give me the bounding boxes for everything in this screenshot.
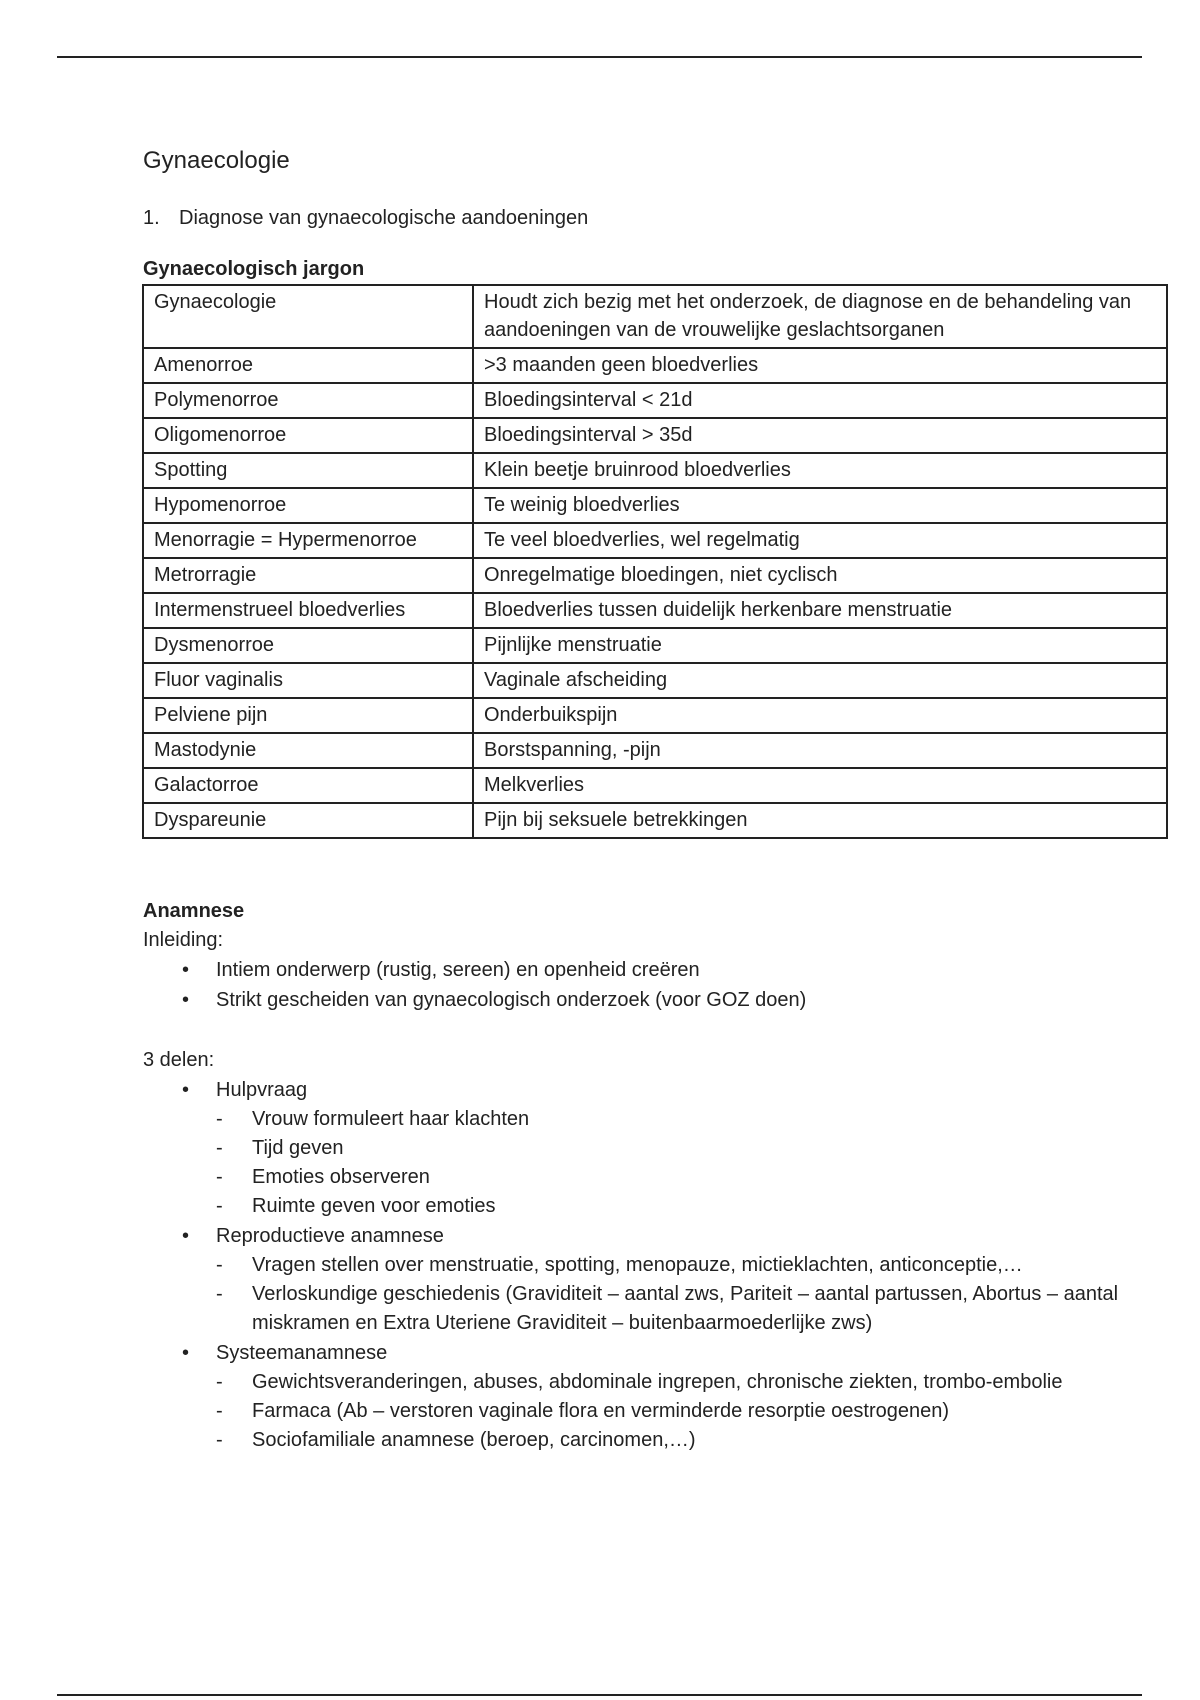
sub-list-item-text: Vrouw formuleert haar klachten bbox=[252, 1108, 530, 1130]
footer-rule bbox=[57, 1694, 1142, 1696]
definition-cell: Onregelmatige bloedingen, niet cyclisch bbox=[473, 558, 1167, 593]
sub-list bbox=[216, 1105, 1143, 1221]
sub-list-item-text: Farmaca (Ab – verstoren vaginale flora en verminderde resorptie oestrogenen) bbox=[252, 1400, 950, 1422]
document-title: Gynaecologie bbox=[143, 147, 290, 174]
part-label: Reproductieve anamnese bbox=[216, 1225, 444, 1247]
term-cell: Mastodynie bbox=[143, 733, 473, 768]
definition-cell: >3 maanden geen bloedverlies bbox=[473, 348, 1167, 383]
definition-cell: Bloedverlies tussen duidelijk herkenbare menstruatie bbox=[473, 593, 1167, 628]
table-row bbox=[143, 348, 1167, 383]
definition-cell: Bloedingsinterval < 21d bbox=[473, 383, 1167, 418]
sub-list-item bbox=[216, 1368, 1143, 1397]
term-cell: Fluor vaginalis bbox=[143, 663, 473, 698]
table-row bbox=[143, 418, 1167, 453]
intro-list bbox=[143, 955, 1143, 1015]
dash-icon: - bbox=[216, 1371, 223, 1393]
term-cell: Galactorroe bbox=[143, 768, 473, 803]
table-row bbox=[143, 285, 1167, 348]
table-row bbox=[143, 768, 1167, 803]
bullet-icon: • bbox=[182, 959, 190, 981]
sub-list-item bbox=[216, 1105, 1143, 1134]
term-cell: Menorragie = Hypermenorroe bbox=[143, 523, 473, 558]
sub-list-item bbox=[216, 1426, 1143, 1455]
document-body bbox=[143, 143, 1143, 1455]
sub-list-item-text: Tijd geven bbox=[252, 1137, 344, 1159]
parts-label: 3 delen: bbox=[143, 1049, 215, 1071]
definition-cell: Onderbuikspijn bbox=[473, 698, 1167, 733]
sub-list-item bbox=[216, 1192, 1143, 1221]
table-row bbox=[143, 733, 1167, 768]
table-row bbox=[143, 488, 1167, 523]
list-item bbox=[143, 985, 1143, 1015]
term-cell: Dysmenorroe bbox=[143, 628, 473, 663]
sub-list-item bbox=[216, 1397, 1143, 1426]
term-cell: Dyspareunie bbox=[143, 803, 473, 838]
section-title: Diagnose van gynaecologische aandoeningen bbox=[179, 207, 589, 229]
intro-label: Inleiding: bbox=[143, 929, 224, 951]
definition-cell: Bloedingsinterval > 35d bbox=[473, 418, 1167, 453]
list-item-text: Intiem onderwerp (rustig, sereen) en openheid creëren bbox=[216, 959, 700, 981]
table-row bbox=[143, 523, 1167, 558]
table-row bbox=[143, 558, 1167, 593]
part-label: Systeemanamnese bbox=[216, 1342, 388, 1364]
dash-icon: - bbox=[216, 1429, 223, 1451]
bullet-icon: • bbox=[182, 1342, 190, 1364]
dash-icon: - bbox=[216, 1108, 223, 1130]
definition-cell: Te veel bloedverlies, wel regelmatig bbox=[473, 523, 1167, 558]
table-row bbox=[143, 663, 1167, 698]
dash-icon: - bbox=[216, 1400, 223, 1422]
term-cell: Hypomenorroe bbox=[143, 488, 473, 523]
sub-list-item bbox=[216, 1280, 1143, 1338]
term-cell: Gynaecologie bbox=[143, 285, 473, 348]
definition-cell: Houdt zich bezig met het onderzoek, de diagnose en de behandeling van aandoeningen van de vrouwelijke geslachtsorganen bbox=[473, 285, 1167, 348]
term-cell: Oligomenorroe bbox=[143, 418, 473, 453]
part-label: Hulpvraag bbox=[216, 1079, 308, 1101]
sub-list-item bbox=[216, 1134, 1143, 1163]
definition-cell: Te weinig bloedverlies bbox=[473, 488, 1167, 523]
term-cell: Intermenstrueel bloedverlies bbox=[143, 593, 473, 628]
dash-icon: - bbox=[216, 1195, 223, 1217]
dash-icon: - bbox=[216, 1283, 223, 1305]
sub-list-item-text: Emoties observeren bbox=[252, 1166, 430, 1188]
sub-list bbox=[216, 1251, 1143, 1338]
jargon-table bbox=[142, 284, 1168, 839]
sub-list-item-text: Ruimte geven voor emoties bbox=[252, 1195, 496, 1217]
list-item bbox=[143, 1221, 1143, 1338]
definition-cell: Vaginale afscheiding bbox=[473, 663, 1167, 698]
table-row bbox=[143, 453, 1167, 488]
term-cell: Polymenorroe bbox=[143, 383, 473, 418]
sub-list bbox=[216, 1368, 1143, 1455]
term-cell: Pelviene pijn bbox=[143, 698, 473, 733]
definition-cell: Pijnlijke menstruatie bbox=[473, 628, 1167, 663]
definition-cell: Melkverlies bbox=[473, 768, 1167, 803]
sub-list-item bbox=[216, 1251, 1143, 1280]
dash-icon: - bbox=[216, 1166, 223, 1188]
definition-cell: Borstspanning, -pijn bbox=[473, 733, 1167, 768]
anamnese-heading: Anamnese bbox=[143, 900, 245, 922]
list-item bbox=[143, 1075, 1143, 1221]
term-cell: Amenorroe bbox=[143, 348, 473, 383]
dash-icon: - bbox=[216, 1254, 223, 1276]
term-cell: Metrorragie bbox=[143, 558, 473, 593]
sub-list-item-text: Gewichtsveranderingen, abuses, abdominale ingrepen, chronische ziekten, trombo-embolie bbox=[252, 1371, 1063, 1393]
section-heading bbox=[143, 203, 1143, 233]
definition-cell: Pijn bij seksuele betrekkingen bbox=[473, 803, 1167, 838]
table-row bbox=[143, 628, 1167, 663]
list-item bbox=[143, 955, 1143, 985]
list-item-text: Strikt gescheiden van gynaecologisch onderzoek (voor GOZ doen) bbox=[216, 989, 807, 1011]
table-row bbox=[143, 803, 1167, 838]
sub-list-item-text: Sociofamiliale anamnese (beroep, carcinomen,…) bbox=[252, 1429, 696, 1451]
parts-list bbox=[143, 1075, 1143, 1455]
sub-list-item-text: Vragen stellen over menstruatie, spotting, menopauze, mictieklachten, anticonceptie,… bbox=[252, 1254, 1023, 1276]
definition-cell: Klein beetje bruinrood bloedverlies bbox=[473, 453, 1167, 488]
table-row bbox=[143, 593, 1167, 628]
bullet-icon: • bbox=[182, 989, 190, 1011]
sub-list-item-text: Verloskundige geschiedenis (Graviditeit – aantal zws, Pariteit – aantal partussen, Abortus – aantal miskramen en Extra Uteriene Graviditeit – buitenbaarmoederlijke zws) bbox=[252, 1283, 1119, 1334]
table-row bbox=[143, 698, 1167, 733]
section-number: 1. bbox=[143, 207, 160, 229]
bullet-icon: • bbox=[182, 1225, 190, 1247]
table-row bbox=[143, 383, 1167, 418]
list-item bbox=[143, 1338, 1143, 1455]
jargon-heading: Gynaecologisch jargon bbox=[143, 258, 365, 280]
header-rule bbox=[57, 56, 1142, 58]
bullet-icon: • bbox=[182, 1079, 190, 1101]
sub-list-item bbox=[216, 1163, 1143, 1192]
term-cell: Spotting bbox=[143, 453, 473, 488]
dash-icon: - bbox=[216, 1137, 223, 1159]
